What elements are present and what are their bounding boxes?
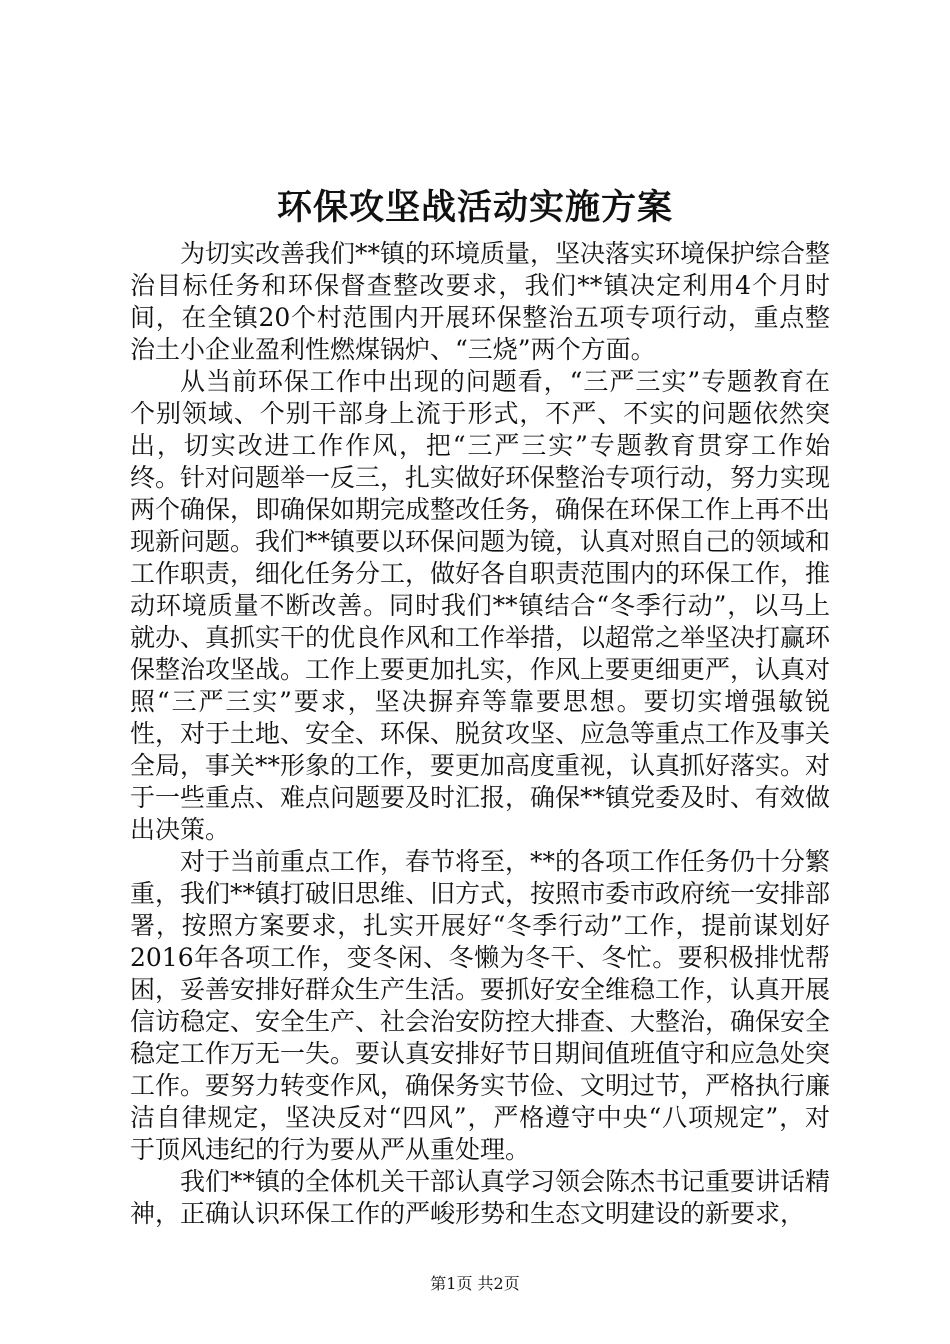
paragraph-2: 从当前环保工作中出现的问题看，“三严三实”专题教育在个别领域、个别干部身上流于形式，不严、不实的问题依然突出，切实改进工作作风，把“三严三实”专题教育贯穿工作始终。针对问题举一反三，扎实做好环保整治专项行动，努力实现两个确保，即确保如期完成整改任务，确保在环保工作上再不出现新问题。我们**镇要以环保问题为镜，认真对照自己的领域和工作职责，细化任务分工，做好各自职责范围内的环保工作，推动环境质量不断改善。同时我们**镇结合“冬季行动”，以马上就办、真抓实干的优良作风和工作举措，以超常之举坚决打赢环保整治攻坚战。工作上要更加扎实，作风上要更细更严，认真对照“三严三实”要求，坚决摒弃等靠要思想。要切实增强敏锐性，对于土地、安全、环保、脱贫攻坚、应急等重点工作及事关全局，事关**形象的工作，要更加高度重视，认真抓好落实。对于一些重点、难点问题要及时汇报，确保**镇党委及时、有效做出决策。 <box>130 367 831 844</box>
paragraph-4: 我们**镇的全体机关干部认真学习领会陈杰书记重要讲话精神，正确认识环保工作的严峻形势和生态文明建设的新要求， <box>130 1167 831 1228</box>
paragraph-1: 为切实改善我们**镇的环境质量，坚决落实环境保护综合整治目标任务和环保督查整改要求，我们**镇决定利用4个月时间，在全镇20个村范围内开展环保整治五项专项行动，重点整治土小企业盈利性燃煤锅炉、“三烧”两个方面。 <box>130 239 831 364</box>
page-footer: 第1页 共2页 <box>430 1274 520 1293</box>
paragraph-3: 对于当前重点工作，春节将至，**的各项工作任务仍十分繁重，我们**镇打破旧思维、旧方式，按照市委市政府统一安排部署，按照方案要求，扎实开展好“冬季行动”工作，提前谋划好2016年各项工作，变冬闲、冬懒为冬干、冬忙。要积极排忧帮困，妥善安排好群众生产生活。要抓好安全维稳工作，认真开展信访稳定、安全生产、社会治安防控大排查、大整治，确保安全稳定工作万无一失。要认真安排好节日期间值班值守和应急处突工作。要努力转变作风，确保务实节俭、文明过节，严格执行廉洁自律规定，坚决反对“四风”，严格遵守中央“八项规定”，对于顶风违纪的行为要从严从重处理。 <box>130 847 831 1164</box>
document-body <box>130 238 830 1230</box>
document-title: 环保攻坚战活动实施方案 <box>276 187 673 228</box>
